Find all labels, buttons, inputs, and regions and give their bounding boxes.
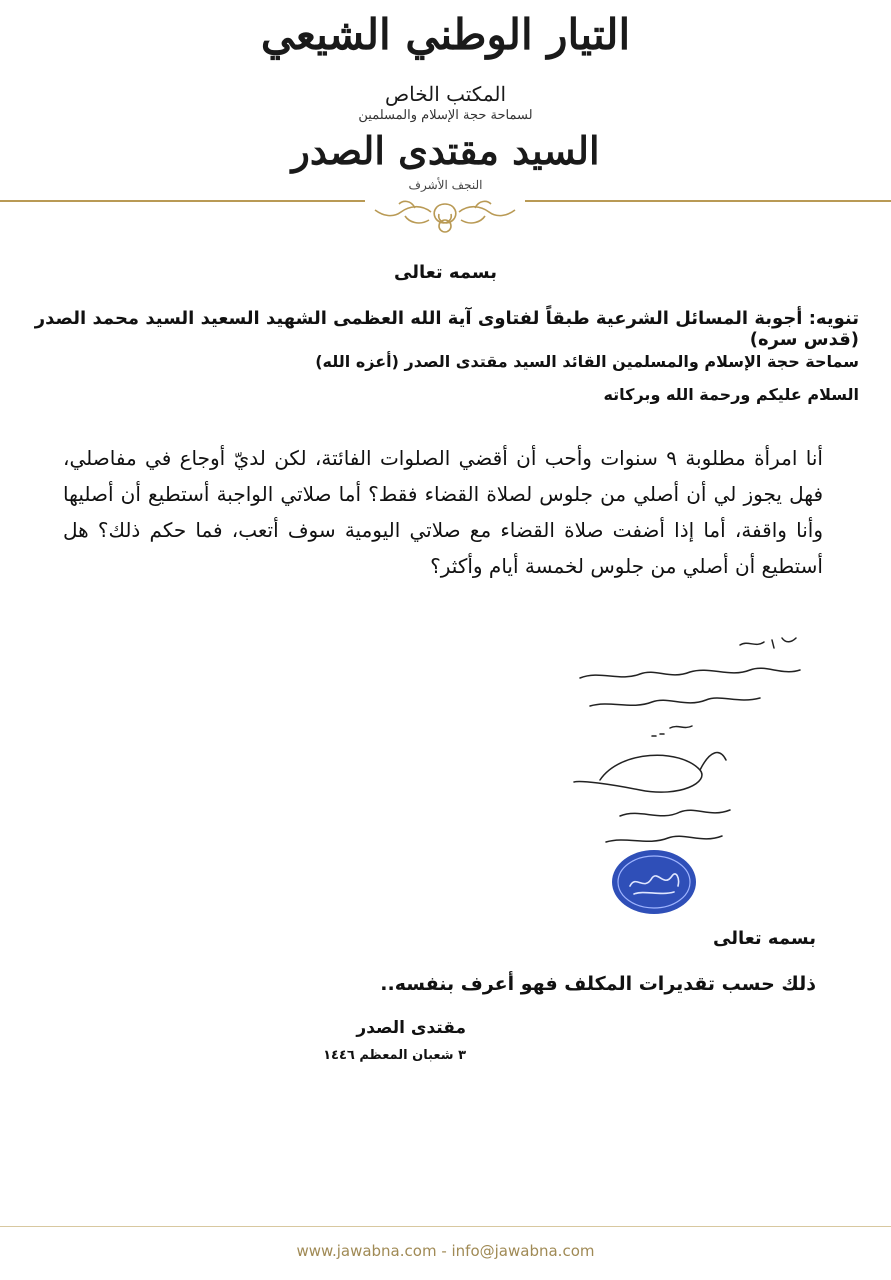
basmala-heading: بسمه تعالى — [394, 262, 497, 283]
footer-divider — [0, 1226, 891, 1227]
answer-date: ٣ شعبان المعظم ١٤٤٦ — [323, 1048, 466, 1063]
honorific-line: لسماحة حجة الإسلام والمسلمين — [358, 108, 533, 123]
answer-signature: مقتدى الصدر — [356, 1018, 466, 1038]
answer-text: ذلك حسب تقديرات المكلف فهو أعرف بنفسه.. — [380, 973, 816, 995]
answer-basmala: بسمه تعالى — [713, 928, 816, 949]
footer-contact: www.jawabna.com - info@jawabna.com — [296, 1242, 595, 1260]
ornament-icon — [365, 196, 525, 240]
office-title: المكتب الخاص — [384, 82, 507, 106]
notice-text: تنويه: أجوبة المسائل الشرعية طبقاً لفتاوى آية الله العظمى الشهيد السعيد السيد محمد الصدر (قدس سره) — [34, 308, 859, 350]
seal-stamp — [610, 848, 698, 916]
letterhead — [0, 0, 891, 245]
city-line: النجف الأشرف — [408, 178, 483, 192]
organization-title: التيار الوطني الشيعي — [260, 10, 631, 59]
leader-name: السيد مقتدى الصدر — [291, 128, 600, 173]
greeting-line: السلام عليكم ورحمة الله وبركاته — [603, 385, 859, 404]
addressee-line: سماحة حجة الإسلام والمسلمين القائد السيد مقتدى الصدر (أعزه الله) — [315, 352, 859, 371]
question-paragraph: أنا امرأة مطلوبة ٩ سنوات وأحب أن أقضي الصلوات الفائتة، لكن لديّ أوجاع في مفاصلي، فهل يجوز لي أن أصلي من جلوس لصلاة القضاء فقط؟ أما صلاتي الواجبة أستطيع أن أصليها وأنا واقفة، أما إذا أضفت صلاة القضاء مع صلاتي اليومية سوف أتعب، فما حكم ذلك؟ هل أستطيع أن أصلي من جلوس لخمسة أيام وأكثر؟ — [63, 446, 823, 578]
